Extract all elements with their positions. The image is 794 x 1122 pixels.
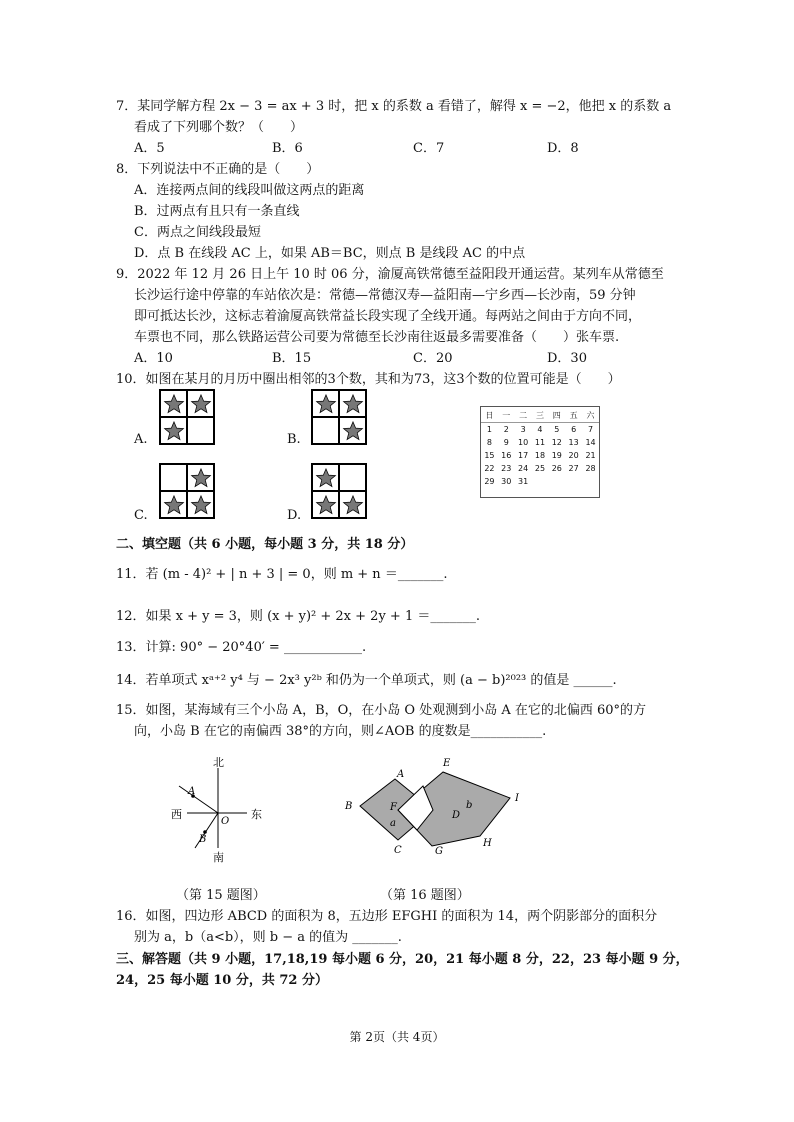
grid-cell	[312, 491, 339, 518]
calendar-day: 13	[568, 438, 579, 447]
label-g: G	[435, 846, 443, 857]
star-icon	[342, 420, 364, 442]
calendar-day: 20	[568, 451, 579, 460]
label-north: 北	[213, 756, 224, 769]
q14-text: 14．若单项式 xᵃ⁺² y⁴ 与 − 2x³ y²ᵇ 和仍为一个单项式，则 (a − b)²⁰²³ 的值是 ______.	[116, 673, 617, 688]
figure-16	[340, 748, 540, 863]
calendar-day: 23	[501, 464, 512, 473]
q10-label-d: D.	[287, 508, 302, 523]
star-icon	[315, 467, 337, 489]
label-west: 西	[171, 808, 182, 821]
q10-stem: 10．如图在某月的月历中圈出相邻的3个数，其和为73，这3个数的位置可能是（ ）	[116, 372, 621, 387]
q10-grid-c	[159, 463, 215, 519]
q16-line2: 别为 a，b（a<b），则 b − a 的值为 _______.	[134, 930, 402, 945]
calendar-header: 一	[498, 409, 515, 423]
star-icon	[342, 393, 364, 415]
q9-option-d: D．30	[547, 351, 587, 366]
q10-label-b: B.	[287, 432, 301, 447]
q10-label-c: C.	[134, 508, 148, 523]
calendar-day	[548, 475, 565, 488]
label-f: F	[390, 802, 397, 813]
calendar-day: 12	[551, 438, 562, 447]
grid-cell	[312, 464, 339, 491]
star-icon	[342, 494, 364, 516]
star-icon	[163, 420, 185, 442]
label-h: H	[483, 838, 492, 849]
calendar-day: 19	[551, 451, 562, 460]
star-icon	[190, 393, 212, 415]
calendar-header: 六	[582, 409, 599, 423]
calendar-day: 18	[534, 451, 546, 460]
calendar-day: 7	[587, 425, 594, 434]
calendar-table	[481, 409, 599, 488]
q15-line1: 15．如图，某海域有三个小岛 A，B，O，在小岛 O 处观测到小岛 A 在它的北偏西 60°的方	[116, 703, 647, 718]
grid-cell	[187, 491, 214, 518]
grid-cell	[160, 417, 187, 444]
label-a: A	[188, 786, 196, 797]
star-icon	[190, 467, 212, 489]
q7-option-c: C．7	[413, 141, 445, 156]
label-i: I	[515, 793, 519, 804]
calendar-header: 日	[481, 409, 498, 423]
grid-cell	[312, 417, 339, 444]
label-shaded-a: a	[390, 818, 396, 829]
figure-16-caption: （第 16 题图）	[380, 888, 470, 903]
calendar-day: 1	[486, 425, 492, 434]
calendar-day: 26	[551, 464, 562, 473]
q10-label-a: A.	[134, 432, 148, 447]
grid-cell	[339, 491, 366, 518]
q8-stem: 8．下列说法中不正确的是（ ）	[116, 162, 320, 177]
q11-text: 11．若 (m - 4)² + | n + 3 | = 0，则 m + n ＝_______.	[116, 567, 448, 582]
calendar-day: 6	[571, 425, 577, 434]
label-shaded-b: b	[466, 800, 473, 811]
q16-line1: 16．如图，四边形 ABCD 的面积为 8，五边形 EFGHI 的面积为 14，两个阴影部分的面积分	[116, 909, 658, 924]
calendar-day: 24	[518, 464, 529, 473]
ray-oa	[179, 786, 218, 813]
calendar-day: 9	[503, 438, 509, 447]
calendar-day: 8	[486, 438, 492, 447]
star-icon	[315, 494, 337, 516]
grid-cell	[339, 464, 366, 491]
label-e: E	[443, 758, 451, 769]
q7-option-b: B．6	[272, 141, 303, 156]
grid-cell	[160, 390, 187, 417]
q7-option-d: D．8	[547, 141, 579, 156]
grid-cell	[160, 464, 187, 491]
grid-cell	[339, 390, 366, 417]
grid-cell	[187, 417, 214, 444]
q9-option-b: B．15	[272, 351, 312, 366]
section-2-heading: 二、填空题（共 6 小题，每小题 3 分，共 18 分）	[116, 537, 414, 552]
grid-cell	[160, 491, 187, 518]
label-b: B	[345, 801, 353, 812]
q7-line1: 7．某同学解方程 2x − 3 = ax + 3 时，把 x 的系数 a 看错了，解得 x = −2，他把 x 的系数 a	[116, 99, 672, 114]
q10-grid-a	[159, 389, 215, 445]
label-b: B	[199, 834, 207, 845]
section-3-heading-line2: 24，25 每小题 10 分，共 72 分）	[116, 973, 328, 988]
q8-option-d: D．点 B 在线段 AC 上，如果 AB＝BC，则点 B 是线段 AC 的中点	[134, 246, 526, 261]
q9-line3: 即可抵达长沙，这标志着渝厦高铁常益长段实现了全线开通。每两站之间由于方向不同，	[134, 309, 642, 324]
calendar-header: 二	[515, 409, 532, 423]
figure-15-caption: （第 15 题图）	[176, 888, 266, 903]
label-d: D	[452, 810, 461, 821]
calendar-day: 27	[568, 464, 579, 473]
figure-15	[165, 756, 275, 866]
calendar-day	[532, 475, 549, 488]
star-icon	[163, 494, 185, 516]
calendar-day	[582, 475, 599, 488]
calendar-day: 14	[585, 438, 596, 447]
q7-option-a: A．5	[134, 141, 165, 156]
page-footer: 第 2页（共 4页）	[349, 1030, 445, 1044]
calendar-header: 三	[532, 409, 549, 423]
q10-calendar	[480, 406, 600, 498]
q9-option-c: C．20	[413, 351, 453, 366]
label-south: 南	[213, 851, 224, 864]
grid-cell	[312, 390, 339, 417]
calendar-day: 16	[501, 451, 512, 460]
calendar-day: 31	[518, 477, 529, 486]
calendar-header: 五	[565, 409, 582, 423]
calendar-day: 30	[501, 477, 512, 486]
calendar-day: 25	[534, 464, 546, 473]
q8-option-c: C．两点之间线段最短	[134, 225, 261, 240]
grid-cell	[187, 464, 214, 491]
calendar-day: 28	[585, 464, 596, 473]
q9-line4: 车票也不同，那么铁路运营公司要为常德至长沙南往返最多需要准备（ ）张车票.	[134, 330, 620, 345]
calendar-day: 22	[484, 464, 495, 473]
calendar-day: 4	[537, 425, 543, 434]
grid-cell	[339, 417, 366, 444]
q12-text: 12．如果 x + y = 3，则 (x + y)² + 2x + 2y + 1 ＝_______.	[116, 609, 480, 624]
calendar-day: 15	[484, 451, 495, 460]
calendar-day: 5	[554, 425, 560, 434]
q9-option-a: A．10	[134, 351, 173, 366]
q9-line2: 长沙运行途中停靠的车站依次是：常德—常德汉寿—益阳南—宁乡西—长沙南，59 分钟	[134, 288, 636, 303]
calendar-day: 2	[503, 425, 509, 434]
q9-line1: 9．2022 年 12 月 26 日上午 10 时 06 分，渝厦高铁常德至益阳段开通运营。某列车从常德至	[116, 267, 664, 282]
q8-option-b: B．过两点有且只有一条直线	[134, 204, 300, 219]
q8-option-a: A．连接两点间的线段叫做这两点的距离	[134, 183, 365, 198]
calendar-day: 3	[520, 425, 526, 434]
q10-grid-d	[311, 463, 367, 519]
calendar-day: 29	[484, 477, 495, 486]
label-east: 东	[251, 808, 262, 821]
star-icon	[163, 393, 185, 415]
q10-grid-b	[311, 389, 367, 445]
section-3-heading-line1: 三、解答题（共 9 小题，17,18,19 每小题 6 分，20，21 每小题 8 分，22，23 每小题 9 分，	[116, 952, 689, 967]
q13-text: 13．计算: 90° − 20°40′ = ____________.	[116, 640, 367, 655]
calendar-day	[565, 475, 582, 488]
q7-line2: 看成了下列哪个数？（ ）	[134, 120, 304, 135]
q15-line2: 向，小岛 B 在它的南偏西 38°的方向，则∠AOB 的度数是___________.	[134, 724, 547, 739]
label-o: O	[221, 816, 230, 827]
star-icon	[190, 494, 212, 516]
star-icon	[315, 393, 337, 415]
label-c: C	[394, 845, 402, 856]
label-a: A	[397, 769, 405, 780]
calendar-day: 17	[518, 451, 529, 460]
calendar-day: 10	[518, 438, 529, 447]
calendar-header: 四	[548, 409, 565, 423]
calendar-day: 11	[534, 438, 546, 447]
calendar-day: 21	[585, 451, 596, 460]
grid-cell	[187, 390, 214, 417]
